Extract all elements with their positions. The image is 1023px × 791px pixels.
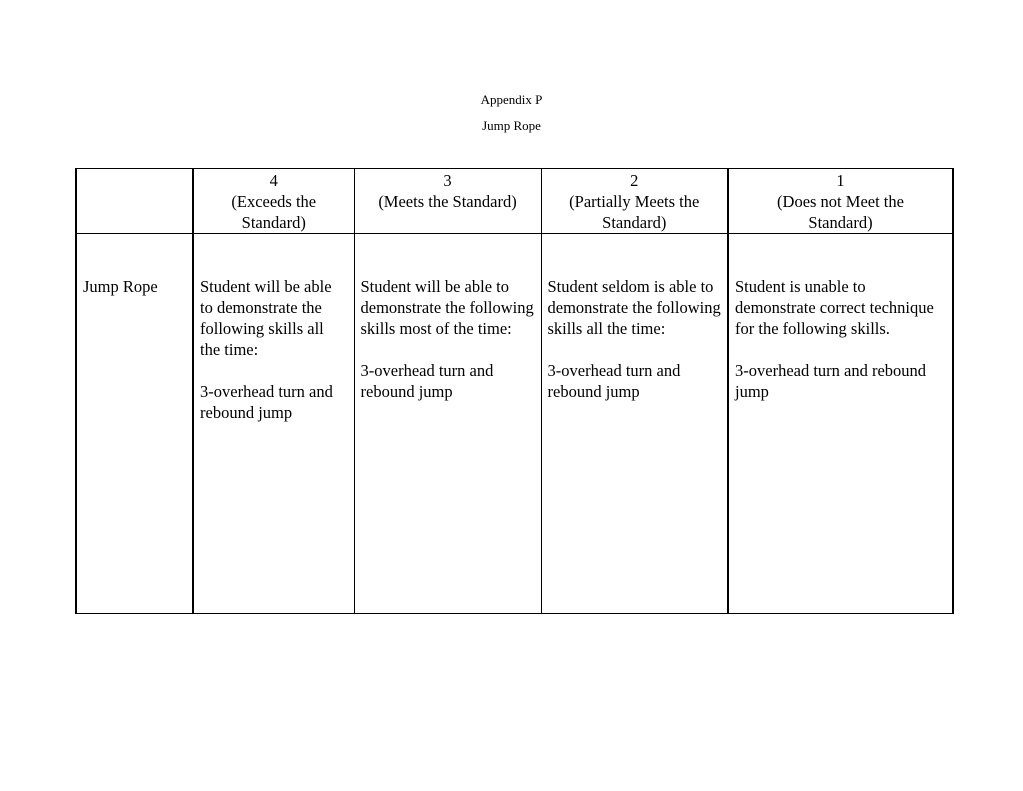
score-label-cont: Standard) [241, 213, 306, 232]
criterion-description: Student will be able to demonstrate the following skills most of the time: [360, 277, 534, 338]
score-value: 2 [630, 171, 639, 190]
rubric-row-label: Jump Rope [76, 234, 193, 614]
spacer [548, 339, 722, 360]
appendix-title: Appendix P [480, 92, 543, 107]
criterion-description: Student will be able to demonstrate the following skills all the time: [200, 277, 332, 359]
score-value: 4 [269, 171, 278, 190]
criterion-skill: 3-overhead turn and rebound jump [735, 361, 927, 401]
score-value: 3 [443, 171, 452, 190]
rubric-header-row [76, 169, 953, 234]
rubric-cell-score-3 [354, 234, 541, 614]
rubric-table [75, 168, 954, 614]
score-label: (Meets the Standard) [378, 192, 517, 211]
rubric-header-score-2 [541, 169, 728, 234]
score-label: (Partially Meets the [569, 192, 700, 211]
score-value: 1 [836, 171, 845, 190]
score-label-cont: Standard) [602, 213, 667, 232]
score-label: (Exceeds the [231, 192, 317, 211]
rubric-corner-cell [76, 169, 193, 234]
document-subtitle: Jump Rope [482, 118, 541, 133]
criterion-skill: 3-overhead turn and rebound jump [200, 382, 333, 422]
rubric-header-score-1 [728, 169, 953, 234]
rubric-header-score-4 [193, 169, 354, 234]
rubric-header-score-3 [354, 169, 541, 234]
rubric-cell-score-1 [728, 234, 953, 614]
criterion-skill: 3-overhead turn and rebound jump [547, 361, 681, 401]
criterion-skill: 3-overhead turn and rebound jump [360, 361, 494, 401]
score-label-cont: Standard) [808, 213, 873, 232]
spacer [361, 339, 535, 360]
spacer [200, 360, 348, 381]
criterion-description: Student is unable to demonstrate correct technique for the following skills. [735, 277, 934, 338]
rubric-cell-score-4 [193, 234, 354, 614]
criterion-description: Student seldom is able to demonstrate the following skills all the time: [547, 277, 721, 338]
rubric-row-jump-rope [76, 234, 953, 614]
rubric-cell-score-2 [541, 234, 728, 614]
score-label: (Does not Meet the [777, 192, 904, 211]
spacer [735, 339, 946, 360]
